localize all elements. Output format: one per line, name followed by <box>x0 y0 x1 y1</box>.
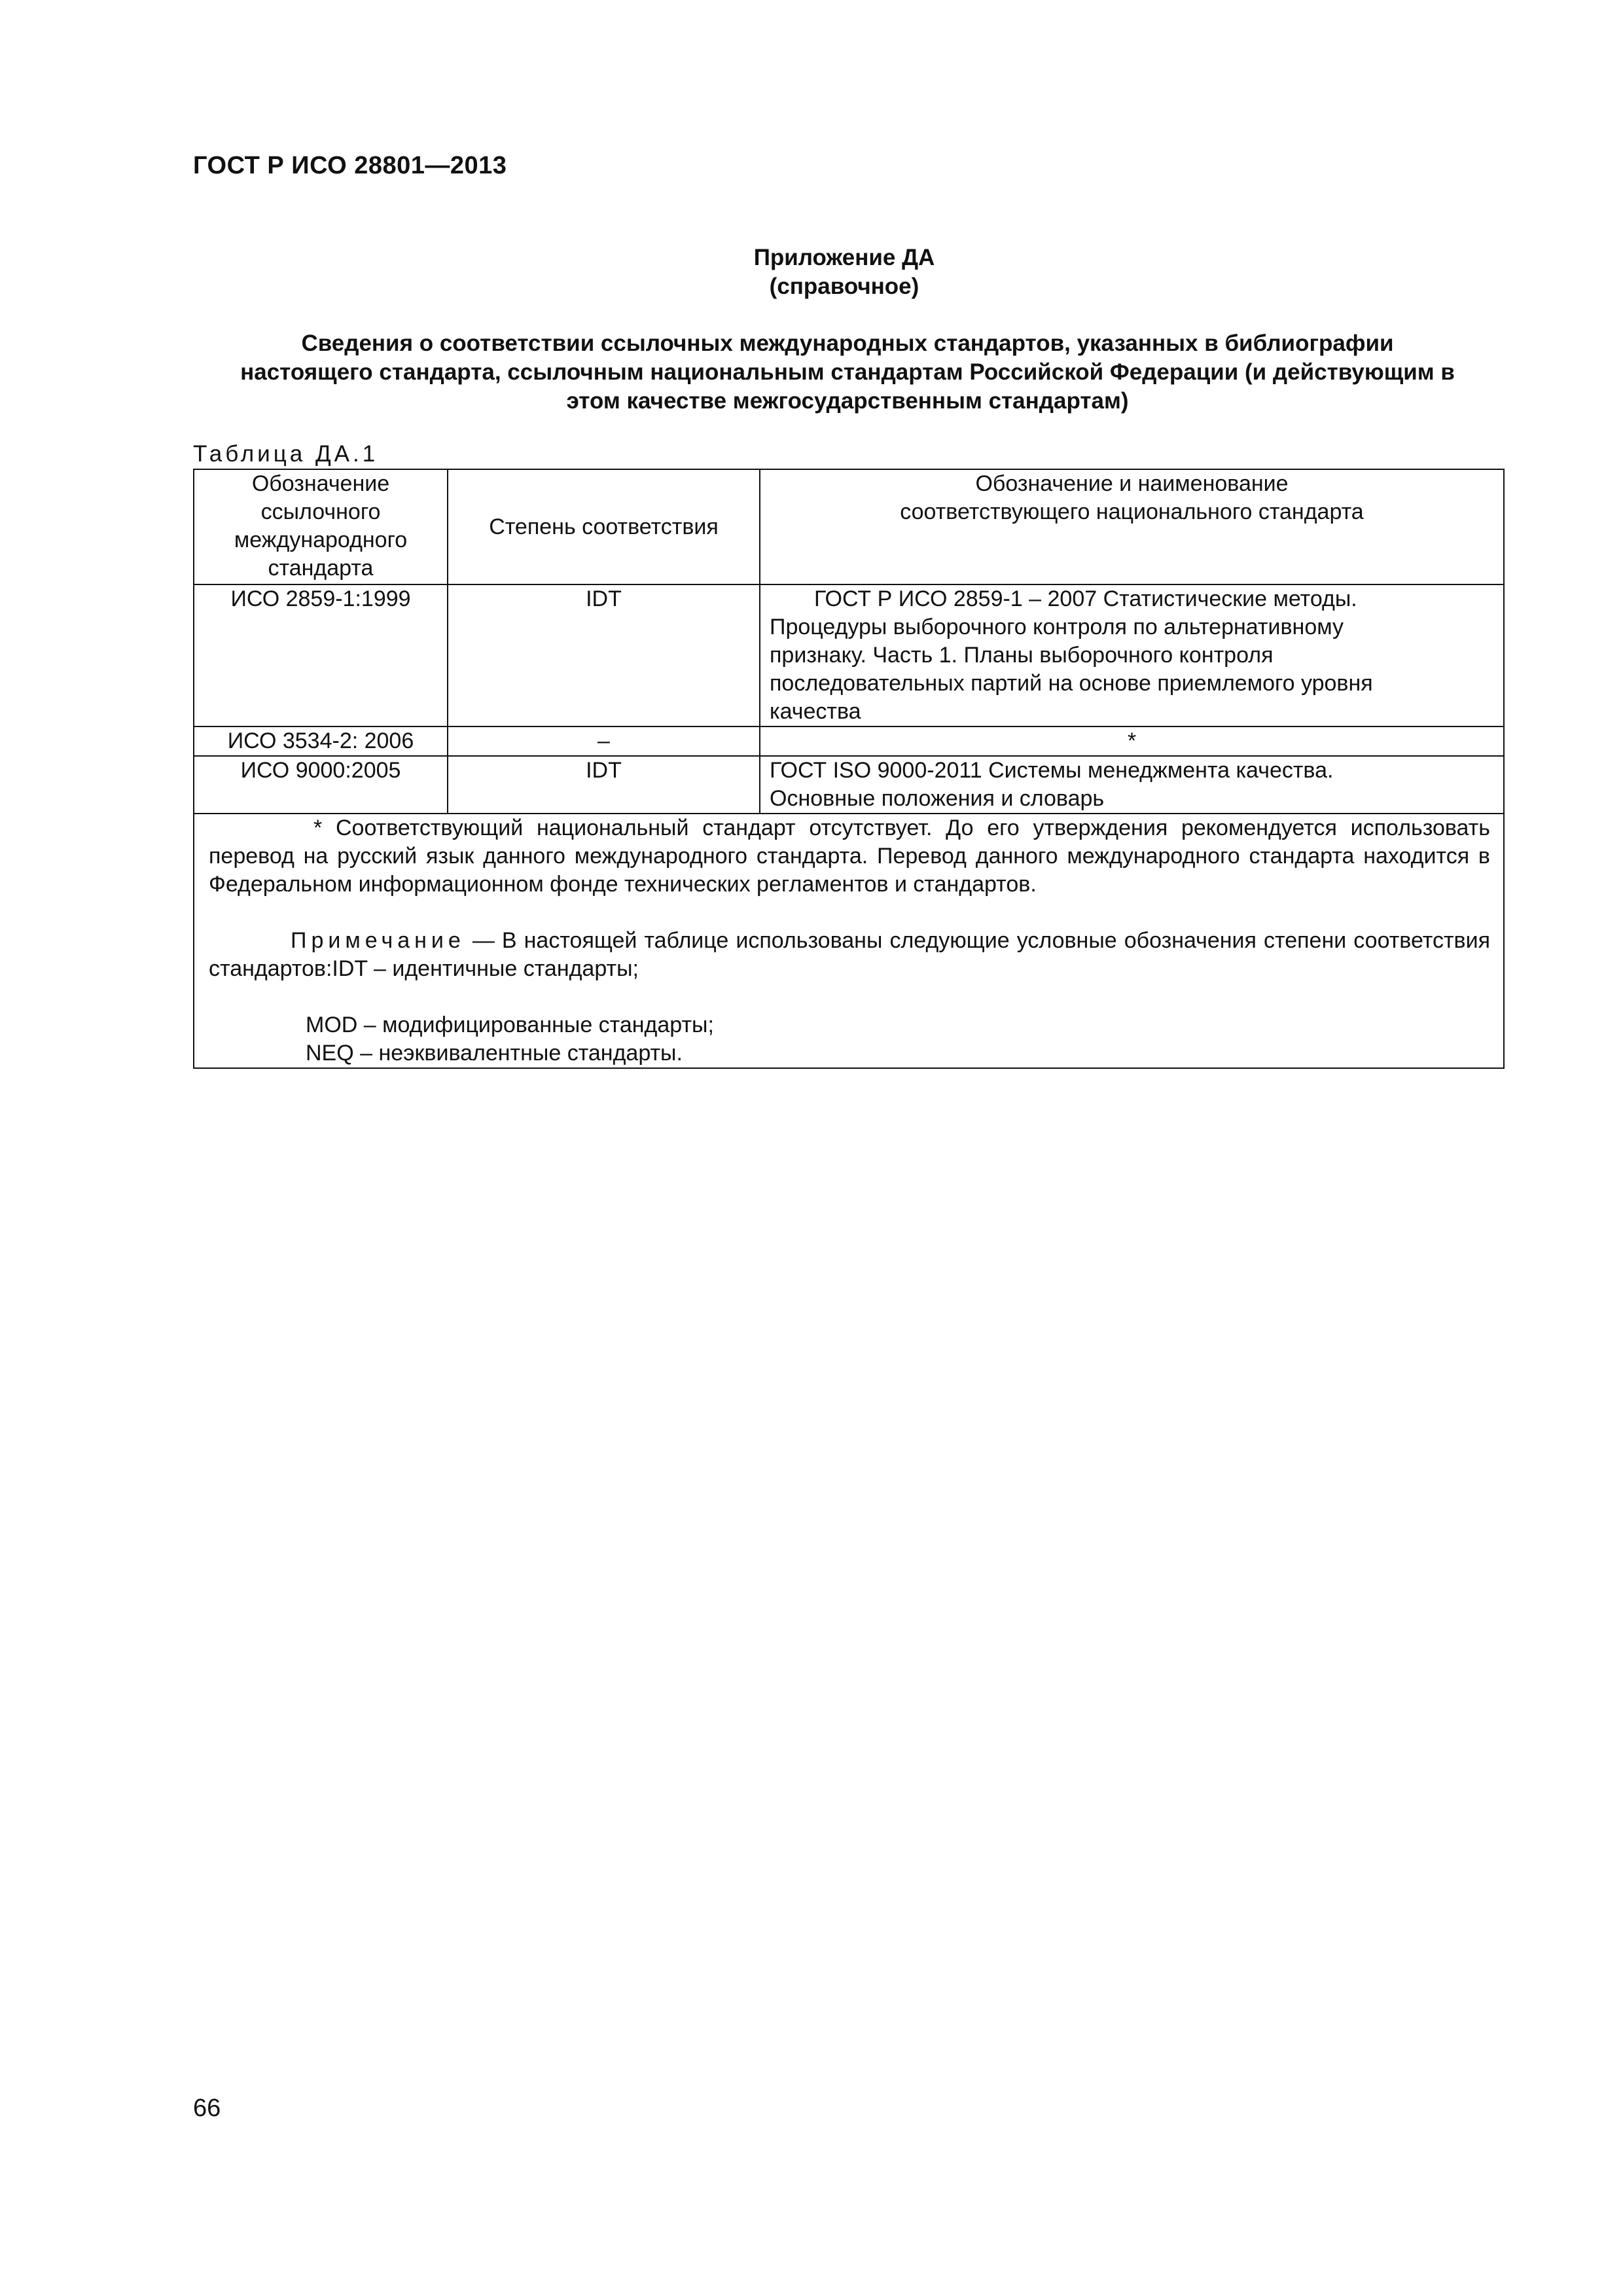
cell-code: ИСО 3534-2: 2006 <box>194 726 448 756</box>
table-footer-row <box>194 814 1504 1068</box>
table-header-row <box>194 469 1504 584</box>
heading-line: этом качестве межгосударственным стандартам) <box>566 388 1129 414</box>
header-national-standard: Обозначение и наименование соответствующего национального стандарта <box>760 469 1504 584</box>
header-degree: Степень соответствия <box>448 469 760 584</box>
cell-code: ИСО 2859-1:1999 <box>194 584 448 726</box>
table-label: Таблица ДА.1 <box>193 441 379 467</box>
note <box>209 927 1490 983</box>
footnote: * Соответствующий национальный стандарт отсутствует. До его утверждения рекомендуется использовать перевод на русский язык данного международного стандарта. Перевод данного международного стандарта находится в Федеральном информационном фонде технических регламентов и стандартов. <box>209 816 1490 897</box>
appendix-heading <box>193 329 1502 416</box>
table-row <box>194 756 1504 814</box>
heading-line: Сведения о соответствии ссылочных международных стандартов, указанных в библиографии <box>301 331 1394 356</box>
abbreviation-neq: NEQ – неэквивалентные стандарты. <box>306 1041 683 1066</box>
cell-degree: – <box>448 726 760 756</box>
note-label: Примечание <box>291 928 465 953</box>
table-footer <box>194 814 1504 1068</box>
cell-standard: * <box>760 726 1504 756</box>
appendix-header <box>0 243 1623 301</box>
header-international-code: Обозначение ссылочного международного стандарта <box>194 469 448 584</box>
heading-line: настоящего стандарта, ссылочным национальным стандартам Российской Федерации (и действующим в <box>240 359 1455 385</box>
cell-degree: IDT <box>448 584 760 726</box>
correspondence-table <box>193 469 1505 1069</box>
note-text: — В настоящей таблице использованы следующие условные обозначения степени соответствия стандартов:IDT – идентичные стандарты; <box>209 928 1490 981</box>
cell-standard: ГОСТ ISO 9000-2011 Системы менеджмента качества. Основные положения и словарь <box>760 756 1504 814</box>
page-number: 66 <box>193 2094 221 2122</box>
appendix-title: Приложение ДА <box>753 245 935 270</box>
table-row <box>194 584 1504 726</box>
cell-standard: ГОСТ Р ИСО 2859-1 – 2007 Статистические методы. Процедуры выборочного контроля по альтернативному признаку. Часть 1. Планы выборочного контроля последовательных партий на основе приемлемого уровня качества <box>760 584 1504 726</box>
appendix-subtitle: (справочное) <box>769 274 919 299</box>
abbreviation-mod: MOD – модифицированные стандарты; <box>306 1013 714 1037</box>
cell-degree: IDT <box>448 756 760 814</box>
table-row <box>194 726 1504 756</box>
document-code: ГОСТ Р ИСО 28801—2013 <box>193 152 507 179</box>
cell-code: ИСО 9000:2005 <box>194 756 448 814</box>
